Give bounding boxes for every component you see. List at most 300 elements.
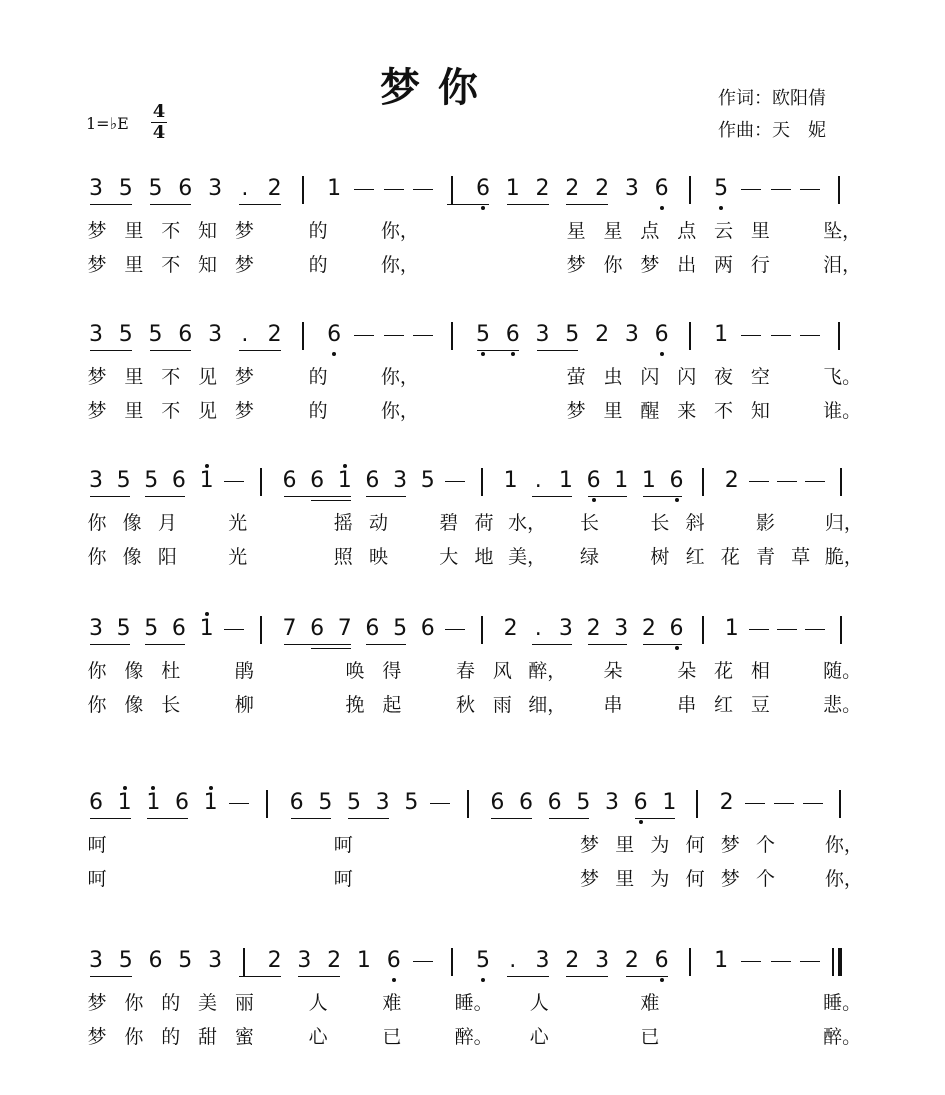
note: 1: [558, 468, 573, 493]
lyric-syllable: 坠，: [823, 220, 862, 242]
note: 3: [595, 948, 610, 973]
lyric-syllable: 心: [308, 1026, 328, 1048]
lyric-syllable: 你: [124, 1026, 144, 1048]
sustain-dash: [749, 629, 769, 630]
lyric-syllable: 个: [755, 868, 775, 890]
note: 5: [393, 616, 408, 641]
sustain-dash: [749, 481, 769, 482]
underline-beam: [566, 204, 608, 205]
note: 1: [714, 322, 729, 347]
note: 1: [714, 948, 729, 973]
barline: [243, 948, 245, 976]
note: 3: [393, 468, 408, 493]
barline: [302, 176, 304, 204]
underline-beam: [477, 350, 519, 351]
lyric-syllable: 谁。: [823, 400, 862, 422]
note: 6: [365, 616, 380, 641]
high-octave-dot: [205, 464, 209, 468]
note: 5: [404, 790, 419, 815]
lyric-syllable: 人: [308, 992, 328, 1014]
lyric-syllable: 长: [580, 512, 600, 534]
underline-beam: [566, 976, 608, 977]
lyric-syllable: 绿: [580, 546, 600, 568]
lyric-syllable: 为: [650, 834, 670, 856]
barline: [451, 176, 453, 204]
note: 3: [535, 322, 550, 347]
low-octave-dot: [481, 352, 485, 356]
high-octave-dot: [343, 464, 347, 468]
lyric-syllable: 梦: [87, 220, 107, 242]
note: 5: [144, 468, 159, 493]
lyric-syllable: 难: [382, 992, 402, 1014]
note: 2: [565, 176, 580, 201]
sustain-dash: [800, 189, 820, 190]
high-octave-dot: [123, 786, 127, 790]
lyric-syllable: 花: [720, 546, 740, 568]
sustain-dash: [229, 803, 249, 804]
lyric-syllable: 你: [87, 546, 107, 568]
note: 6: [148, 948, 163, 973]
lyric-syllable: 照: [333, 546, 353, 568]
lyric-syllable: 你: [87, 512, 107, 534]
lyric-syllable: 梦: [234, 400, 254, 422]
underline-beam: [145, 496, 185, 497]
low-octave-dot: [660, 978, 664, 982]
lyric-syllable: 悲。: [823, 694, 862, 716]
sustain-dash: [413, 189, 433, 190]
note: 3: [208, 948, 223, 973]
lyric-syllable: 行: [750, 254, 770, 276]
note: 6: [505, 322, 520, 347]
lyric-syllable: 杜: [161, 660, 181, 682]
note: 6: [178, 176, 193, 201]
note: 6: [669, 616, 684, 641]
underline-beam: [145, 644, 185, 645]
lyric-syllable: 你，: [380, 254, 419, 276]
note: 6: [490, 790, 505, 815]
lyric-syllable: 你，: [380, 366, 419, 388]
sustain-dash: [777, 629, 797, 630]
note: 1: [117, 790, 132, 815]
lyric-syllable: 草: [791, 546, 811, 568]
dot-marker: .: [534, 468, 542, 493]
lyric-syllable: 春: [456, 660, 476, 682]
lyric-syllable: 大: [439, 546, 459, 568]
sustain-dash: [774, 803, 794, 804]
note: 6: [175, 790, 189, 815]
lyric-syllable: 空: [750, 366, 770, 388]
lyric-syllable: 细，: [528, 694, 567, 716]
note: 6: [171, 616, 186, 641]
note: 5: [714, 176, 729, 201]
note: 5: [476, 948, 490, 973]
lyric-syllable: 里: [124, 254, 144, 276]
note: 2: [595, 176, 610, 201]
barline: [839, 790, 841, 818]
underline-beam: [90, 204, 132, 205]
barline: [840, 616, 842, 644]
note: 6: [669, 468, 684, 493]
lyric-syllable: 里: [750, 220, 770, 242]
lyric-syllable: 串: [677, 694, 697, 716]
note: 6: [386, 948, 401, 973]
barline: [467, 790, 469, 818]
lyric-syllable: 里: [615, 834, 635, 856]
lyric-syllable: 鹃: [234, 660, 254, 682]
lyric-syllable: 红: [714, 694, 734, 716]
note: 6: [178, 322, 193, 347]
lyric-syllable: 出: [677, 254, 697, 276]
lyric-syllable: 你，: [380, 220, 419, 242]
lyricist-credit: 作词：欧阳倩: [718, 88, 826, 109]
barline: [840, 468, 842, 496]
note: 2: [267, 176, 282, 201]
note: 1: [641, 468, 656, 493]
lyric-syllable: 脆，: [824, 546, 863, 568]
lyric-syllable: 知: [750, 400, 770, 422]
lyric-syllable: 泪，: [823, 254, 862, 276]
note: 6: [547, 790, 562, 815]
note: 2: [327, 948, 342, 973]
lyric-syllable: 闪: [640, 366, 660, 388]
lyric-syllable: 影: [755, 512, 775, 534]
underline-beam: [90, 496, 130, 497]
note: 5: [116, 616, 131, 641]
underline-beam: [643, 644, 683, 645]
lyric-syllable: 梦: [234, 254, 254, 276]
underline-beam: [150, 350, 192, 351]
sustain-dash: [384, 189, 404, 190]
lyric-syllable: 的: [308, 254, 328, 276]
note: 5: [178, 948, 193, 973]
underline-beam: [150, 204, 192, 205]
lyric-syllable: 梦: [87, 366, 107, 388]
note: 1: [356, 948, 371, 973]
note: 1: [724, 616, 739, 641]
note: 3: [89, 322, 103, 347]
note: 5: [476, 322, 490, 347]
lyric-syllable: 的: [161, 992, 181, 1014]
lyric-syllable: 闪: [677, 366, 697, 388]
lyric-syllable: 随。: [823, 660, 862, 682]
note: 6: [476, 176, 490, 201]
note: 5: [144, 616, 159, 641]
high-octave-dot: [205, 612, 209, 616]
barline: [302, 322, 304, 350]
note: 1: [662, 790, 677, 815]
lyric-syllable: 睡。: [823, 992, 862, 1014]
note: 2: [535, 176, 550, 201]
note: 1: [337, 468, 352, 493]
sustain-dash: [771, 335, 791, 336]
lyric-syllable: 起: [382, 694, 402, 716]
lyric-syllable: 梦: [87, 1026, 107, 1048]
lyric-syllable: 来: [677, 400, 697, 422]
lyric-syllable: 里: [615, 868, 635, 890]
sustain-dash: [413, 335, 433, 336]
low-octave-dot: [332, 352, 336, 356]
note: 6: [282, 468, 297, 493]
barline: [696, 790, 698, 818]
underline-beam: [311, 496, 351, 497]
underline-beam: [537, 350, 579, 351]
lyric-syllable: 像: [122, 546, 142, 568]
note: 6: [310, 468, 325, 493]
barline: [832, 948, 834, 976]
lyric-syllable: 梦: [580, 868, 600, 890]
note: 6: [420, 616, 435, 641]
sustain-dash: [777, 481, 797, 482]
barline: [451, 948, 453, 976]
sustain-dash: [800, 961, 820, 962]
underline-beam: [626, 976, 668, 977]
barline: [838, 322, 840, 350]
lyric-syllable: 不: [161, 400, 181, 422]
note: 5: [420, 468, 435, 493]
note: 5: [148, 176, 163, 201]
lyric-syllable: 美: [198, 992, 218, 1014]
sustain-dash: [413, 961, 433, 962]
underline-beam: [311, 648, 351, 649]
lyric-syllable: 你: [87, 660, 107, 682]
sustain-dash: [224, 481, 244, 482]
lyric-syllable: 你，: [824, 868, 863, 890]
underline-beam: [311, 644, 351, 645]
barline: [838, 176, 840, 204]
note: 6: [310, 616, 325, 641]
note: 5: [118, 322, 133, 347]
lyric-syllable: 梦: [580, 834, 600, 856]
note: 2: [503, 616, 518, 641]
note: 3: [624, 322, 639, 347]
lyric-syllable: 唤: [345, 660, 365, 682]
low-octave-dot: [511, 352, 515, 356]
lyric-syllable: 阳: [157, 546, 177, 568]
composer-credit: 作曲：天 妮: [718, 120, 826, 141]
lyric-syllable: 已: [382, 1026, 402, 1048]
low-octave-dot: [481, 206, 485, 210]
note: 5: [347, 790, 361, 815]
lyric-syllable: 水，: [508, 512, 547, 534]
lyric-syllable: 里: [124, 366, 144, 388]
underline-beam: [90, 644, 130, 645]
lyric-syllable: 像: [124, 694, 144, 716]
lyric-syllable: 风: [492, 660, 512, 682]
underline-beam: [507, 204, 549, 205]
sustain-dash: [741, 961, 761, 962]
time-bottom: 4: [152, 122, 166, 143]
lyric-syllable: 呵: [333, 868, 353, 890]
lyric-syllable: 点: [640, 220, 660, 242]
lyric-syllable: 飞。: [823, 366, 862, 388]
low-octave-dot: [481, 978, 485, 982]
note: 5: [118, 948, 133, 973]
low-octave-dot: [639, 820, 643, 824]
lyric-syllable: 相: [750, 660, 770, 682]
lyric-syllable: 斜: [685, 512, 705, 534]
lyric-syllable: 像: [122, 512, 142, 534]
high-octave-dot: [209, 786, 213, 790]
lyric-syllable: 里: [603, 400, 623, 422]
sustain-dash: [224, 629, 244, 630]
note: 6: [586, 468, 601, 493]
note: 5: [118, 176, 133, 201]
lyric-syllable: 夜: [714, 366, 734, 388]
lyric-syllable: 不: [161, 366, 181, 388]
lyric-syllable: 动: [368, 512, 388, 534]
low-octave-dot: [675, 646, 679, 650]
lyric-syllable: 花: [714, 660, 734, 682]
note: 1: [503, 468, 518, 493]
underline-beam: [507, 976, 549, 977]
note: 3: [558, 616, 573, 641]
sustain-dash: [771, 961, 791, 962]
lyric-syllable: 月: [157, 512, 177, 534]
underline-beam: [239, 350, 281, 351]
note: 3: [89, 948, 103, 973]
lyric-syllable: 星: [566, 220, 586, 242]
lyric-syllable: 雨: [492, 694, 512, 716]
note: 3: [375, 790, 390, 815]
underline-beam: [447, 204, 489, 205]
lyric-syllable: 已: [640, 1026, 660, 1048]
lyric-syllable: 不: [161, 254, 181, 276]
time-signature: [150, 102, 168, 143]
lyric-syllable: 甜: [198, 1026, 218, 1048]
low-octave-dot: [675, 498, 679, 502]
note: 3: [605, 790, 619, 815]
lyric-syllable: 萤: [566, 366, 586, 388]
note: 6: [89, 790, 103, 815]
underline-beam: [239, 976, 281, 977]
note: 3: [624, 176, 639, 201]
lyric-syllable: 地: [474, 546, 494, 568]
note: 2: [595, 322, 610, 347]
lyric-syllable: 呵: [87, 868, 107, 890]
lyric-syllable: 得: [382, 660, 402, 682]
lyric-syllable: 朵: [677, 660, 697, 682]
sustain-dash: [805, 629, 825, 630]
lyric-syllable: 长: [650, 512, 670, 534]
barline: [260, 468, 262, 496]
low-octave-dot: [660, 206, 664, 210]
lyric-syllable: 你: [124, 992, 144, 1014]
key-signature: 1=♭E: [86, 114, 129, 133]
barline: [266, 790, 268, 818]
underline-beam: [147, 818, 188, 819]
lyric-syllable: 串: [603, 694, 623, 716]
sustain-dash: [384, 335, 404, 336]
lyric-syllable: 醉，: [528, 660, 567, 682]
lyric-syllable: 人: [529, 992, 549, 1014]
underline-beam: [588, 496, 628, 497]
lyric-syllable: 梦: [640, 254, 660, 276]
lyric-syllable: 光: [228, 512, 248, 534]
lyric-syllable: 里: [124, 400, 144, 422]
note: 1: [327, 176, 342, 201]
sustain-dash: [445, 629, 465, 630]
note: 6: [171, 468, 186, 493]
lyric-syllable: 醒: [640, 400, 660, 422]
note: 6: [654, 176, 669, 201]
lyric-syllable: 红: [685, 546, 705, 568]
lyric-syllable: 何: [685, 868, 705, 890]
note: 3: [535, 948, 550, 973]
barline: [689, 322, 691, 350]
dot-marker: .: [241, 176, 249, 201]
underline-beam: [588, 644, 628, 645]
lyric-syllable: 的: [161, 1026, 181, 1048]
note: 5: [318, 790, 333, 815]
note: 3: [614, 616, 629, 641]
underline-beam: [366, 496, 406, 497]
note: 1: [199, 468, 214, 493]
low-octave-dot: [392, 978, 396, 982]
sustain-dash: [745, 803, 765, 804]
lyric-syllable: 你: [603, 254, 623, 276]
sustain-dash: [430, 803, 450, 804]
lyric-syllable: 知: [198, 254, 218, 276]
lyric-syllable: 云: [714, 220, 734, 242]
note: 2: [586, 616, 601, 641]
note: 2: [641, 616, 656, 641]
dot-marker: .: [241, 322, 249, 347]
sustain-dash: [800, 335, 820, 336]
lyric-syllable: 个: [755, 834, 775, 856]
note: 6: [289, 790, 304, 815]
sustain-dash: [805, 481, 825, 482]
lyric-syllable: 难: [640, 992, 660, 1014]
barline: [702, 468, 704, 496]
sustain-dash: [803, 803, 823, 804]
lyric-syllable: 虫: [603, 366, 623, 388]
lyric-syllable: 蜜: [234, 1026, 254, 1048]
note: 6: [327, 322, 342, 347]
underline-beam: [90, 818, 131, 819]
barline: [451, 322, 453, 350]
lyric-syllable: 你，: [380, 400, 419, 422]
note: 2: [724, 468, 739, 493]
lyric-syllable: 你: [87, 694, 107, 716]
underline-beam: [643, 496, 683, 497]
underline-beam: [532, 644, 572, 645]
lyric-syllable: 归，: [824, 512, 863, 534]
note: 3: [89, 468, 103, 493]
lyric-syllable: 梦: [566, 400, 586, 422]
lyric-syllable: 为: [650, 868, 670, 890]
underline-beam: [635, 818, 676, 819]
barline: [260, 616, 262, 644]
low-octave-dot: [719, 206, 723, 210]
lyric-syllable: 星: [603, 220, 623, 242]
note: 7: [337, 616, 352, 641]
lyric-syllable: 像: [124, 660, 144, 682]
lyric-syllable: 荷: [474, 512, 494, 534]
lyric-syllable: 睡。: [454, 992, 493, 1014]
lyric-syllable: 点: [677, 220, 697, 242]
lyric-syllable: 不: [161, 220, 181, 242]
barline: [481, 616, 483, 644]
lyric-syllable: 两: [714, 254, 734, 276]
lyric-syllable: 见: [198, 400, 218, 422]
note: 5: [576, 790, 591, 815]
underline-beam: [291, 818, 332, 819]
final-barline: [838, 948, 842, 976]
low-octave-dot: [660, 352, 664, 356]
lyric-syllable: 梦: [234, 366, 254, 388]
note: 6: [633, 790, 648, 815]
note: 3: [208, 322, 223, 347]
